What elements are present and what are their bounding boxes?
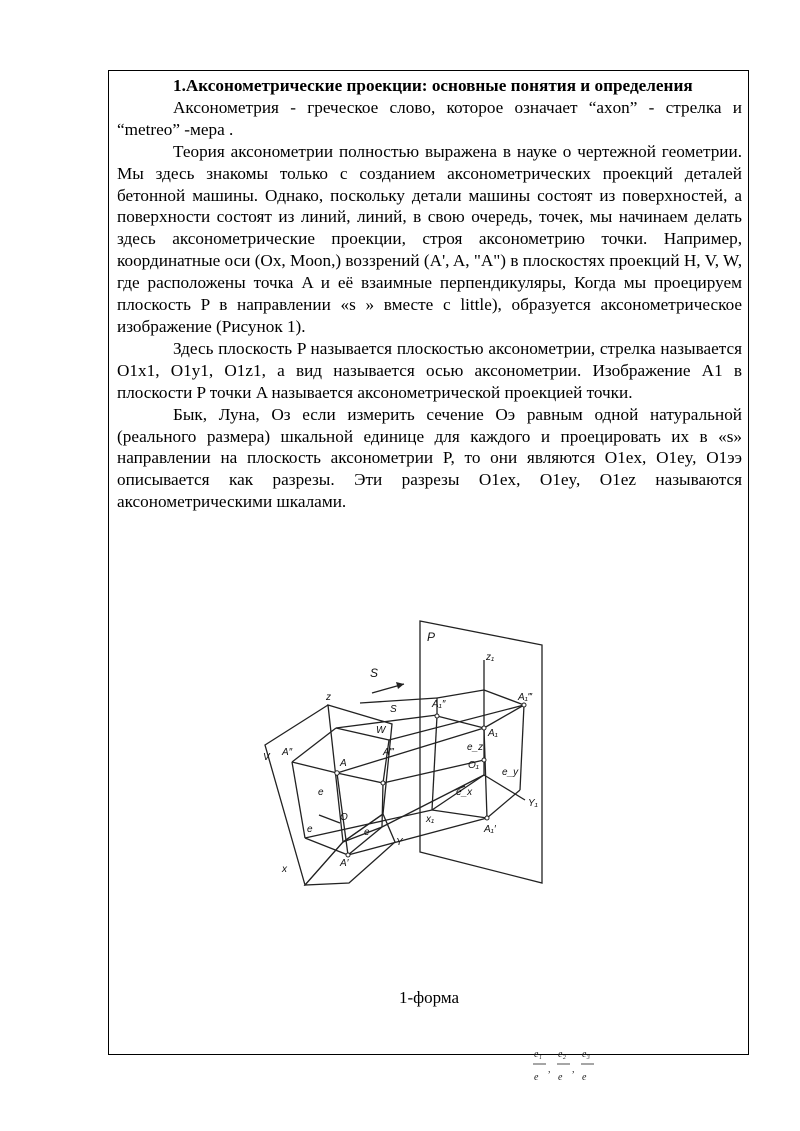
label-v: V	[263, 752, 270, 763]
label-x: x	[282, 864, 287, 875]
label-z: z	[326, 692, 331, 703]
formula-den-2: e	[558, 1072, 563, 1083]
label-z1: z₁	[486, 652, 495, 663]
label-s-arrow: S	[370, 666, 379, 680]
label-ez: e_z	[467, 742, 484, 753]
label-a-triple-prime: A‴	[383, 747, 394, 758]
formula-den-3: e	[582, 1072, 587, 1083]
label-s-line: S	[390, 704, 397, 715]
label-a-prime: A′	[340, 858, 349, 869]
formula-sep-1: ,	[548, 1064, 551, 1075]
label-o1: O₁	[468, 760, 479, 771]
label-y1: Y₁	[528, 798, 538, 809]
label-x1: x₁	[426, 814, 435, 825]
label-a1-double-prime: A₁″	[432, 699, 446, 710]
label-e-b: e	[307, 824, 313, 835]
label-e-a: e	[318, 787, 324, 798]
paragraph-1: Аксонометрия - греческое слово, которое означает “axon” - стрелка и “metreo” -мера .	[117, 97, 742, 139]
formula-num-2: e₂	[558, 1049, 566, 1060]
formula-sep-2: ,	[572, 1064, 575, 1075]
formula-den-1: e	[534, 1072, 539, 1083]
axonometric-projection-figure	[255, 618, 555, 886]
label-a1-triple-prime: A₁‴	[518, 692, 532, 703]
label-a-double-prime: A″	[282, 747, 293, 758]
formula-num-1: e₁	[534, 1049, 542, 1060]
label-o: O	[340, 812, 348, 823]
section-heading: 1.Аксонометрические проекции: основные понятия и определения	[173, 76, 693, 95]
label-a1: A₁	[488, 728, 498, 739]
label-y: Y	[396, 837, 403, 848]
paragraph-3: Здесь плоскость P называется плоскостью аксонометрии, стрелка называется O1x1, O1y1, O1z1, а вид называется осью аксонометрии. Изображение A1 в плоскости P точки A называется аксонометрической проекцией точки.	[117, 338, 742, 402]
scale-ratio-formula	[530, 1045, 610, 1085]
figure-caption: 1-форма	[398, 988, 460, 1007]
label-ey: e_y	[502, 767, 519, 778]
label-ex: e_x	[456, 787, 473, 798]
paragraph-2: Теория аксонометрии полностью выражена в науке о чертежной геометрии. Мы здесь знакомы только с созданием аксонометрических проекций деталей бетонной машины. Однако, поскольку детали машины состоят из поверхностей, а поверхности состоят из линий, линий, в свою очередь, точек, мы начинаем делать здесь аксонометрические проекции, строя аксонометрию точки. Например, координатные оси (Ox, Moon,) воззрений (A', A, "A") в плоскостях проекций H, V, W, где расположены точка A и её взаимные перпендикуляры, Когда мы проецируем плоскость P в направлении «s » вместе с little), образуется аксонометрическое изображение (Рисунок 1).	[117, 141, 742, 336]
label-plane-p: P	[427, 630, 436, 644]
label-a: A	[340, 758, 347, 769]
paragraph-4: Бык, Луна, Оз если измерить сечение Оэ равным одной натуральной (реального размера) шкальной единице для каждого и проецировать их в «s» направлении на плоскость аксонометрии P, то они являются O1ex, O1ey, O1ээ описывается как разрезы. Эти разрезы O1ex, O1ey, O1ez называются аксонометрическими шкалами.	[117, 404, 742, 512]
label-e-c: e	[364, 827, 370, 838]
formula-num-3: e₃	[582, 1049, 590, 1060]
label-w: W	[376, 725, 386, 736]
document-body	[117, 75, 742, 513]
label-a1-prime: A₁′	[484, 824, 496, 835]
